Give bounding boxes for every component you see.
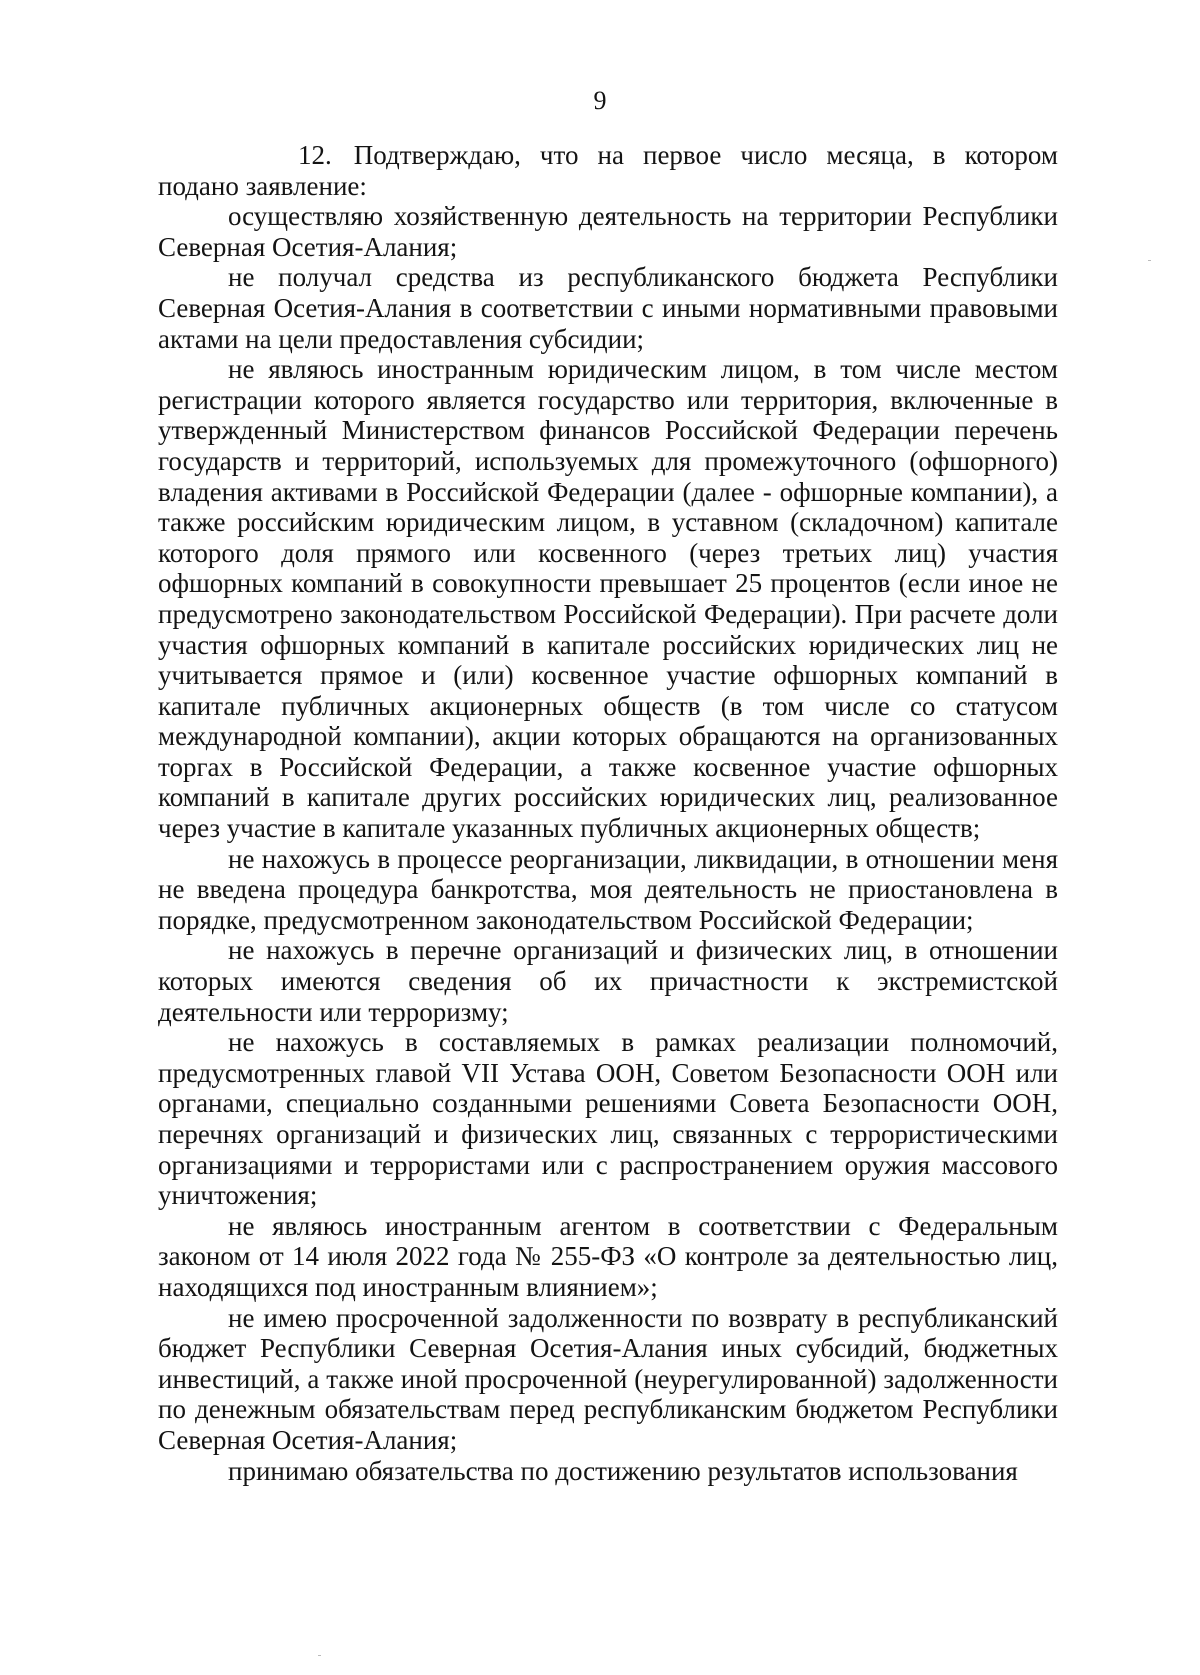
paragraph-not-foreign-agent: не являюсь иностранным агентом в соответствии с Федеральным законом от 14 июля 2022 года № 255-ФЗ «О контроле за деятельностью лиц, находящихся под иностранным влиянием»; (158, 1210, 1058, 1302)
paragraph-no-overdue-debt: не имею просроченной задолженности по возврату в республиканский бюджет Республики Северная Осетия-Алания иных субсидий, бюджетных инвестиций, а также иной просроченной (неурегулированной) задолженности по денежным обязательствам перед республиканским бюджетом Республики Северная Осетия-Алания; (158, 1302, 1058, 1455)
scan-speck (318, 1655, 321, 1656)
item-number: 12. (298, 140, 332, 170)
scan-speck (1148, 260, 1151, 261)
page-number: 9 (593, 86, 607, 115)
item-intro-text: Подтверждаю, что на первое число месяца, в котором подано заявление: (158, 140, 1058, 201)
paragraph-not-foreign-entity: не являюсь иностранным юридическим лицом, в том числе местом регистрации которого является государство или территория, включенные в утвержденный Министерством финансов Российской Федерации перечень государств и территорий, используемых для промежуточного (офшорного) владения активами в Российской Федерации (далее - офшорные компании), а также российским юридическим лицом, в уставном (складочном) капитале которого доля прямого или косвенного (через третьих лиц) участия офшорных компаний в совокупности превышает 25 процентов (если иное не предусмотрено законодательством Российской Федерации). При расчете доли участия офшорных компаний в капитале российских юридических лиц не учитывается прямое и (или) косвенное участие офшорных компаний в капитале публичных акционерных обществ (в том числе со статусом международной компании), акции которых обращаются на организованных торгах в Российской Федерации, а также косвенное участие офшорных компаний в капитале других российских юридических лиц, реализованное через участие в капитале указанных публичных акционерных обществ; (158, 354, 1058, 844)
item-12-intro (158, 140, 1058, 201)
paragraph-obligations: принимаю обязательства по достижению результатов использования (228, 1455, 1018, 1486)
paragraph-not-extremist-list: не нахожусь в перечне организаций и физических лиц, в отношении которых имеются сведения об их причастности к экстремистской деятельности или терроризму; (158, 935, 1058, 1027)
paragraph-no-budget-funds: не получал средства из республиканского бюджета Республики Северная Осетия-Алания в соответствии с иными нормативными правовыми актами на цели предоставления субсидии; (158, 262, 1058, 354)
paragraph-not-in-reorganization: не нахожусь в процессе реорганизации, ликвидации, в отношении меня не введена процедура банкротства, моя деятельность не приостановлена в порядке, предусмотренном законодательством Российской Федерации; (158, 843, 1058, 935)
paragraph-not-un-sanctions-list: не нахожусь в составляемых в рамках реализации полномочий, предусмотренных главой VII Устава ООН, Советом Безопасности ООН или органами, специально созданными решениями Совета Безопасности ООН, перечнях организаций и физических лиц, связанных с террористическими организациями и террористами или с распространением оружия массового уничтожения; (158, 1027, 1058, 1211)
paragraph-economic-activity: осуществляю хозяйственную деятельность на территории Республики Северная Осетия-Алания; (158, 201, 1058, 262)
document-body (158, 140, 1058, 1486)
